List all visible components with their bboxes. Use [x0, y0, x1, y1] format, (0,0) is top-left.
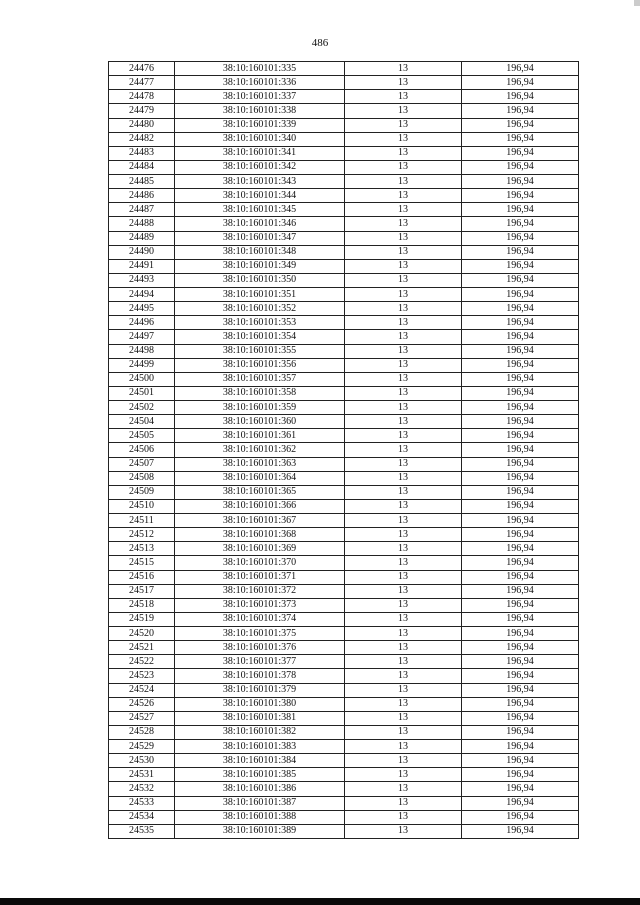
record-number-cell: 24513: [109, 542, 175, 556]
record-number-cell: 24490: [109, 245, 175, 259]
record-number-cell: 24502: [109, 401, 175, 415]
value-cell: 196,94: [462, 627, 579, 641]
count-cell: 13: [345, 655, 462, 669]
count-cell: 13: [345, 768, 462, 782]
cadastral-number-cell: 38:10:160101:375: [175, 627, 345, 641]
table-row: [109, 570, 579, 584]
record-number-cell: 24493: [109, 273, 175, 287]
cadastral-number-cell: 38:10:160101:354: [175, 330, 345, 344]
cadastral-number-cell: 38:10:160101:387: [175, 796, 345, 810]
value-cell: 196,94: [462, 429, 579, 443]
record-number-cell: 24497: [109, 330, 175, 344]
table-row: [109, 514, 579, 528]
count-cell: 13: [345, 612, 462, 626]
record-number-cell: 24522: [109, 655, 175, 669]
value-cell: 196,94: [462, 514, 579, 528]
table-row: [109, 175, 579, 189]
count-cell: 13: [345, 528, 462, 542]
value-cell: 196,94: [462, 330, 579, 344]
table-row: [109, 104, 579, 118]
value-cell: 196,94: [462, 132, 579, 146]
cadastral-number-cell: 38:10:160101:381: [175, 711, 345, 725]
cadastral-number-cell: 38:10:160101:366: [175, 499, 345, 513]
value-cell: 196,94: [462, 457, 579, 471]
value-cell: 196,94: [462, 655, 579, 669]
count-cell: 13: [345, 415, 462, 429]
cadastral-number-cell: 38:10:160101:348: [175, 245, 345, 259]
table-row: [109, 429, 579, 443]
record-number-cell: 24507: [109, 457, 175, 471]
record-number-cell: 24512: [109, 528, 175, 542]
cadastral-number-cell: 38:10:160101:376: [175, 641, 345, 655]
count-cell: 13: [345, 641, 462, 655]
table-row: [109, 810, 579, 824]
record-number-cell: 24480: [109, 118, 175, 132]
cadastral-number-cell: 38:10:160101:339: [175, 118, 345, 132]
record-number-cell: 24526: [109, 697, 175, 711]
count-cell: 13: [345, 471, 462, 485]
count-cell: 13: [345, 796, 462, 810]
count-cell: 13: [345, 358, 462, 372]
value-cell: 196,94: [462, 76, 579, 90]
table-row: [109, 499, 579, 513]
cadastral-number-cell: 38:10:160101:369: [175, 542, 345, 556]
table-row: [109, 76, 579, 90]
cadastral-number-cell: 38:10:160101:362: [175, 443, 345, 457]
table-row: [109, 330, 579, 344]
count-cell: 13: [345, 231, 462, 245]
record-number-cell: 24530: [109, 754, 175, 768]
cadastral-number-cell: 38:10:160101:378: [175, 669, 345, 683]
cadastral-number-cell: 38:10:160101:388: [175, 810, 345, 824]
table-row: [109, 146, 579, 160]
record-number-cell: 24528: [109, 725, 175, 739]
value-cell: 196,94: [462, 259, 579, 273]
registry-table: [108, 61, 579, 839]
cadastral-number-cell: 38:10:160101:370: [175, 556, 345, 570]
record-number-cell: 24487: [109, 203, 175, 217]
table-row: [109, 782, 579, 796]
cadastral-number-cell: 38:10:160101:346: [175, 217, 345, 231]
value-cell: 196,94: [462, 401, 579, 415]
cadastral-number-cell: 38:10:160101:368: [175, 528, 345, 542]
table-row: [109, 542, 579, 556]
count-cell: 13: [345, 443, 462, 457]
cadastral-number-cell: 38:10:160101:374: [175, 612, 345, 626]
value-cell: 196,94: [462, 641, 579, 655]
cadastral-number-cell: 38:10:160101:386: [175, 782, 345, 796]
cadastral-number-cell: 38:10:160101:379: [175, 683, 345, 697]
registry-table-body: [109, 62, 579, 839]
table-row: [109, 627, 579, 641]
record-number-cell: 24523: [109, 669, 175, 683]
value-cell: 196,94: [462, 245, 579, 259]
table-row: [109, 471, 579, 485]
value-cell: 196,94: [462, 485, 579, 499]
table-row: [109, 189, 579, 203]
record-number-cell: 24479: [109, 104, 175, 118]
table-row: [109, 669, 579, 683]
record-number-cell: 24494: [109, 288, 175, 302]
table-row: [109, 259, 579, 273]
count-cell: 13: [345, 62, 462, 76]
count-cell: 13: [345, 485, 462, 499]
count-cell: 13: [345, 330, 462, 344]
record-number-cell: 24527: [109, 711, 175, 725]
count-cell: 13: [345, 401, 462, 415]
table-row: [109, 386, 579, 400]
count-cell: 13: [345, 598, 462, 612]
record-number-cell: 24482: [109, 132, 175, 146]
cadastral-number-cell: 38:10:160101:389: [175, 824, 345, 838]
table-row: [109, 316, 579, 330]
record-number-cell: 24500: [109, 372, 175, 386]
value-cell: 196,94: [462, 782, 579, 796]
count-cell: 13: [345, 514, 462, 528]
record-number-cell: 24484: [109, 160, 175, 174]
record-number-cell: 24483: [109, 146, 175, 160]
count-cell: 13: [345, 104, 462, 118]
cadastral-number-cell: 38:10:160101:347: [175, 231, 345, 245]
table-row: [109, 697, 579, 711]
table-row: [109, 528, 579, 542]
count-cell: 13: [345, 302, 462, 316]
table-row: [109, 612, 579, 626]
cadastral-number-cell: 38:10:160101:373: [175, 598, 345, 612]
value-cell: 196,94: [462, 725, 579, 739]
cadastral-number-cell: 38:10:160101:372: [175, 584, 345, 598]
table-row: [109, 584, 579, 598]
record-number-cell: 24531: [109, 768, 175, 782]
count-cell: 13: [345, 386, 462, 400]
table-row: [109, 231, 579, 245]
count-cell: 13: [345, 740, 462, 754]
value-cell: 196,94: [462, 189, 579, 203]
value-cell: 196,94: [462, 754, 579, 768]
value-cell: 196,94: [462, 796, 579, 810]
table-row: [109, 358, 579, 372]
table-row: [109, 485, 579, 499]
table-row: [109, 90, 579, 104]
table-row: [109, 457, 579, 471]
cadastral-number-cell: 38:10:160101:380: [175, 697, 345, 711]
record-number-cell: 24485: [109, 175, 175, 189]
value-cell: 196,94: [462, 471, 579, 485]
table-row: [109, 203, 579, 217]
count-cell: 13: [345, 217, 462, 231]
cadastral-number-cell: 38:10:160101:349: [175, 259, 345, 273]
record-number-cell: 24477: [109, 76, 175, 90]
record-number-cell: 24519: [109, 612, 175, 626]
count-cell: 13: [345, 118, 462, 132]
count-cell: 13: [345, 697, 462, 711]
cadastral-number-cell: 38:10:160101:367: [175, 514, 345, 528]
record-number-cell: 24488: [109, 217, 175, 231]
cadastral-number-cell: 38:10:160101:357: [175, 372, 345, 386]
record-number-cell: 24486: [109, 189, 175, 203]
scan-bottom-edge: [0, 898, 640, 905]
cadastral-number-cell: 38:10:160101:358: [175, 386, 345, 400]
record-number-cell: 24504: [109, 415, 175, 429]
table-row: [109, 401, 579, 415]
cadastral-number-cell: 38:10:160101:343: [175, 175, 345, 189]
value-cell: 196,94: [462, 358, 579, 372]
cadastral-number-cell: 38:10:160101:359: [175, 401, 345, 415]
cadastral-number-cell: 38:10:160101:385: [175, 768, 345, 782]
record-number-cell: 24533: [109, 796, 175, 810]
record-number-cell: 24505: [109, 429, 175, 443]
value-cell: 196,94: [462, 542, 579, 556]
table-row: [109, 740, 579, 754]
record-number-cell: 24495: [109, 302, 175, 316]
table-row: [109, 683, 579, 697]
cadastral-number-cell: 38:10:160101:340: [175, 132, 345, 146]
count-cell: 13: [345, 810, 462, 824]
cadastral-number-cell: 38:10:160101:364: [175, 471, 345, 485]
record-number-cell: 24529: [109, 740, 175, 754]
record-number-cell: 24535: [109, 824, 175, 838]
count-cell: 13: [345, 584, 462, 598]
record-number-cell: 24516: [109, 570, 175, 584]
table-row: [109, 160, 579, 174]
value-cell: 196,94: [462, 231, 579, 245]
value-cell: 196,94: [462, 175, 579, 189]
record-number-cell: 24508: [109, 471, 175, 485]
value-cell: 196,94: [462, 146, 579, 160]
table-row: [109, 118, 579, 132]
value-cell: 196,94: [462, 203, 579, 217]
table-row: [109, 598, 579, 612]
record-number-cell: 24534: [109, 810, 175, 824]
count-cell: 13: [345, 499, 462, 513]
record-number-cell: 24496: [109, 316, 175, 330]
record-number-cell: 24489: [109, 231, 175, 245]
count-cell: 13: [345, 627, 462, 641]
cadastral-number-cell: 38:10:160101:355: [175, 344, 345, 358]
cadastral-number-cell: 38:10:160101:336: [175, 76, 345, 90]
value-cell: 196,94: [462, 556, 579, 570]
value-cell: 196,94: [462, 386, 579, 400]
count-cell: 13: [345, 570, 462, 584]
count-cell: 13: [345, 782, 462, 796]
record-number-cell: 24532: [109, 782, 175, 796]
table-row: [109, 273, 579, 287]
cadastral-number-cell: 38:10:160101:345: [175, 203, 345, 217]
cadastral-number-cell: 38:10:160101:356: [175, 358, 345, 372]
table-row: [109, 245, 579, 259]
table-row: [109, 754, 579, 768]
value-cell: 196,94: [462, 824, 579, 838]
value-cell: 196,94: [462, 372, 579, 386]
record-number-cell: 24521: [109, 641, 175, 655]
value-cell: 196,94: [462, 217, 579, 231]
cadastral-number-cell: 38:10:160101:335: [175, 62, 345, 76]
value-cell: 196,94: [462, 288, 579, 302]
count-cell: 13: [345, 132, 462, 146]
count-cell: 13: [345, 175, 462, 189]
table-row: [109, 824, 579, 838]
count-cell: 13: [345, 245, 462, 259]
value-cell: 196,94: [462, 62, 579, 76]
cadastral-number-cell: 38:10:160101:350: [175, 273, 345, 287]
record-number-cell: 24524: [109, 683, 175, 697]
count-cell: 13: [345, 160, 462, 174]
cadastral-number-cell: 38:10:160101:353: [175, 316, 345, 330]
count-cell: 13: [345, 542, 462, 556]
value-cell: 196,94: [462, 669, 579, 683]
cadastral-number-cell: 38:10:160101:342: [175, 160, 345, 174]
cadastral-number-cell: 38:10:160101:344: [175, 189, 345, 203]
table-row: [109, 132, 579, 146]
count-cell: 13: [345, 457, 462, 471]
table-row: [109, 443, 579, 457]
record-number-cell: 24498: [109, 344, 175, 358]
count-cell: 13: [345, 429, 462, 443]
record-number-cell: 24520: [109, 627, 175, 641]
table-row: [109, 796, 579, 810]
cadastral-number-cell: 38:10:160101:337: [175, 90, 345, 104]
table-row: [109, 768, 579, 782]
count-cell: 13: [345, 316, 462, 330]
record-number-cell: 24517: [109, 584, 175, 598]
count-cell: 13: [345, 824, 462, 838]
cadastral-number-cell: 38:10:160101:382: [175, 725, 345, 739]
record-number-cell: 24510: [109, 499, 175, 513]
value-cell: 196,94: [462, 415, 579, 429]
count-cell: 13: [345, 711, 462, 725]
value-cell: 196,94: [462, 528, 579, 542]
record-number-cell: 24478: [109, 90, 175, 104]
cadastral-number-cell: 38:10:160101:383: [175, 740, 345, 754]
count-cell: 13: [345, 372, 462, 386]
cadastral-number-cell: 38:10:160101:377: [175, 655, 345, 669]
cadastral-number-cell: 38:10:160101:338: [175, 104, 345, 118]
count-cell: 13: [345, 203, 462, 217]
count-cell: 13: [345, 344, 462, 358]
value-cell: 196,94: [462, 104, 579, 118]
count-cell: 13: [345, 288, 462, 302]
cadastral-number-cell: 38:10:160101:360: [175, 415, 345, 429]
cadastral-number-cell: 38:10:160101:352: [175, 302, 345, 316]
cadastral-number-cell: 38:10:160101:341: [175, 146, 345, 160]
value-cell: 196,94: [462, 598, 579, 612]
count-cell: 13: [345, 90, 462, 104]
count-cell: 13: [345, 669, 462, 683]
table-row: [109, 725, 579, 739]
value-cell: 196,94: [462, 316, 579, 330]
count-cell: 13: [345, 683, 462, 697]
value-cell: 196,94: [462, 344, 579, 358]
value-cell: 196,94: [462, 90, 579, 104]
cadastral-number-cell: 38:10:160101:365: [175, 485, 345, 499]
record-number-cell: 24509: [109, 485, 175, 499]
count-cell: 13: [345, 556, 462, 570]
record-number-cell: 24476: [109, 62, 175, 76]
value-cell: 196,94: [462, 499, 579, 513]
table-row: [109, 372, 579, 386]
cadastral-number-cell: 38:10:160101:384: [175, 754, 345, 768]
value-cell: 196,94: [462, 273, 579, 287]
value-cell: 196,94: [462, 302, 579, 316]
value-cell: 196,94: [462, 118, 579, 132]
table-row: [109, 415, 579, 429]
count-cell: 13: [345, 189, 462, 203]
cadastral-number-cell: 38:10:160101:361: [175, 429, 345, 443]
count-cell: 13: [345, 259, 462, 273]
record-number-cell: 24499: [109, 358, 175, 372]
cadastral-number-cell: 38:10:160101:371: [175, 570, 345, 584]
count-cell: 13: [345, 273, 462, 287]
value-cell: 196,94: [462, 584, 579, 598]
record-number-cell: 24511: [109, 514, 175, 528]
record-number-cell: 24491: [109, 259, 175, 273]
value-cell: 196,94: [462, 768, 579, 782]
value-cell: 196,94: [462, 570, 579, 584]
count-cell: 13: [345, 754, 462, 768]
table-row: [109, 556, 579, 570]
value-cell: 196,94: [462, 683, 579, 697]
scan-corner-mark: [634, 0, 640, 6]
value-cell: 196,94: [462, 740, 579, 754]
record-number-cell: 24506: [109, 443, 175, 457]
count-cell: 13: [345, 76, 462, 90]
count-cell: 13: [345, 725, 462, 739]
cadastral-number-cell: 38:10:160101:351: [175, 288, 345, 302]
table-row: [109, 302, 579, 316]
page-number: 486: [311, 37, 329, 49]
value-cell: 196,94: [462, 443, 579, 457]
value-cell: 196,94: [462, 711, 579, 725]
record-number-cell: 24515: [109, 556, 175, 570]
count-cell: 13: [345, 146, 462, 160]
table-row: [109, 288, 579, 302]
table-row: [109, 217, 579, 231]
table-row: [109, 641, 579, 655]
table-row: [109, 344, 579, 358]
value-cell: 196,94: [462, 160, 579, 174]
record-number-cell: 24501: [109, 386, 175, 400]
record-number-cell: 24518: [109, 598, 175, 612]
table-row: [109, 655, 579, 669]
cadastral-number-cell: 38:10:160101:363: [175, 457, 345, 471]
value-cell: 196,94: [462, 810, 579, 824]
table-row: [109, 62, 579, 76]
table-row: [109, 711, 579, 725]
value-cell: 196,94: [462, 612, 579, 626]
value-cell: 196,94: [462, 697, 579, 711]
